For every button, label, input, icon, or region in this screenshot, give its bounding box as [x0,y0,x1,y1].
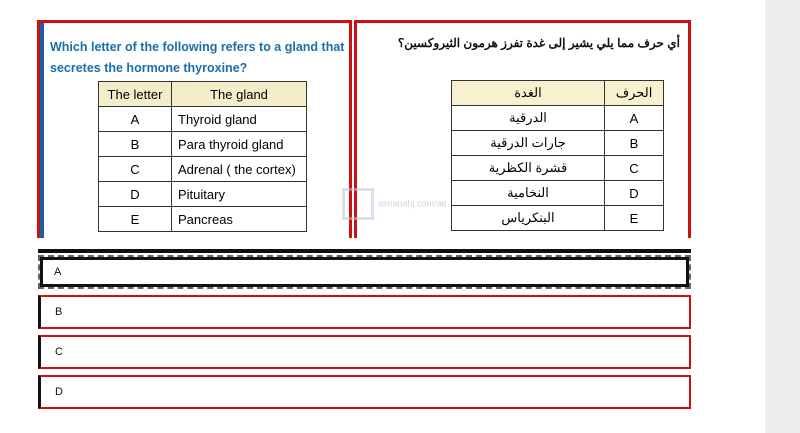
answer-options [38,249,691,415]
watermark-logo-icon [342,188,374,220]
table-row: E Pancreas [99,207,307,232]
scrollbar-track[interactable] [765,0,800,433]
answer-option-b[interactable]: B [38,295,691,329]
table-row: C Adrenal ( the cortex) [99,157,307,182]
answer-option-a[interactable]: A [38,255,691,289]
answer-option-c[interactable]: C [38,335,691,369]
gland-table-arabic: الحرف الغدة A الدرقية B جارات الدرقية C قشرة الكظرية D النخامية E البنكرياس [451,80,664,231]
watermark: almanahj.com/ae [342,188,447,220]
table-row: A الدرقية [452,106,664,131]
table-row: D النخامية [452,181,664,206]
table-row: B جارات الدرقية [452,131,664,156]
question-image [37,20,691,238]
table-row: E البنكرياس [452,206,664,231]
answer-option-d[interactable]: D [38,375,691,409]
table-row: A Thyroid gland [99,107,307,132]
table-row: C قشرة الكظرية [452,156,664,181]
table-row: B Para thyroid gland [99,132,307,157]
question-text-arabic: أي حرف مما يلي يشير إلى غدة تفرز هرمون الثيروكسين؟ [397,36,680,50]
question-text-english: Which letter of the following refers to a gland that secretes the hormone thyroxine? [50,40,345,75]
gland-table-english: The letter The gland A Thyroid gland B Para thyroid gland C Adrenal ( the cortex) D Pituitary E Pancreas [98,81,307,232]
table-row: D Pituitary [99,182,307,207]
english-panel [37,20,352,238]
